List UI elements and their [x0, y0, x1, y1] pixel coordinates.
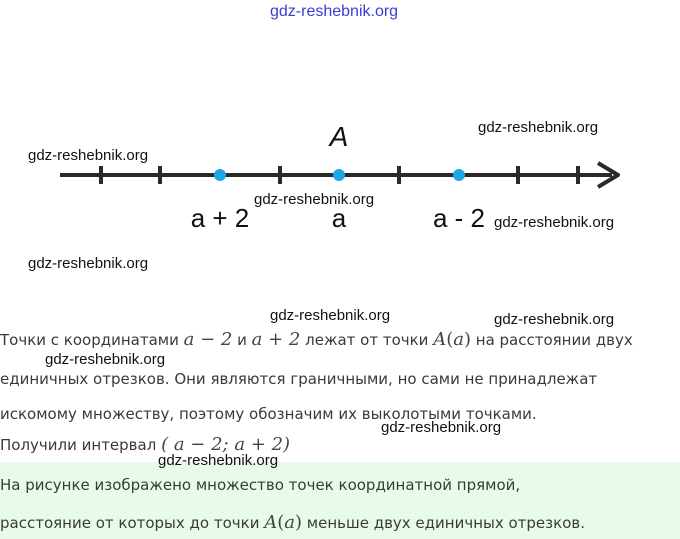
watermark-top: gdz-reshebnik.org — [270, 3, 399, 20]
label-point-A: A — [329, 121, 349, 152]
watermark: gdz-reshebnik.org — [45, 351, 166, 368]
label-a-plus-2: a + 2 — [190, 203, 250, 233]
point-a-minus-2 — [453, 169, 465, 181]
watermark: gdz-reshebnik.org — [158, 452, 279, 469]
point-a — [333, 169, 345, 181]
text-line-3: искомому множеству, поэтому обозначим их выколотыми точками. — [0, 405, 537, 423]
watermark: gdz-reshebnik.org — [494, 311, 615, 328]
watermark: gdz-reshebnik.org — [381, 419, 502, 436]
point-a-plus-2 — [214, 169, 226, 181]
conclusion-line-2: расстояние от которых до точки A(a) меньше двух единичных отрезков. — [0, 512, 585, 533]
watermark: gdz-reshebnik.org — [28, 147, 149, 164]
watermark: gdz-reshebnik.org — [254, 191, 375, 208]
label-a: a — [331, 203, 347, 233]
watermark: gdz-reshebnik.org — [270, 307, 391, 324]
text-line-2: единичных отрезков. Они являются граничными, но сами не принадлежат — [0, 370, 598, 388]
watermark: gdz-reshebnik.org — [28, 255, 149, 272]
watermark: gdz-reshebnik.org — [478, 119, 599, 136]
watermark: gdz-reshebnik.org — [494, 214, 615, 231]
text-line-4: Получили интервал ( a − 2; a + 2) — [0, 434, 291, 455]
conclusion-line-1: На рисунке изображено множество точек координатной прямой, — [0, 476, 521, 494]
label-a-minus-2: a - 2 — [432, 203, 486, 233]
text-line-1: Точки с координатами a − 2 и a + 2 лежат от точки A(a) на расстоянии двух — [0, 329, 633, 350]
